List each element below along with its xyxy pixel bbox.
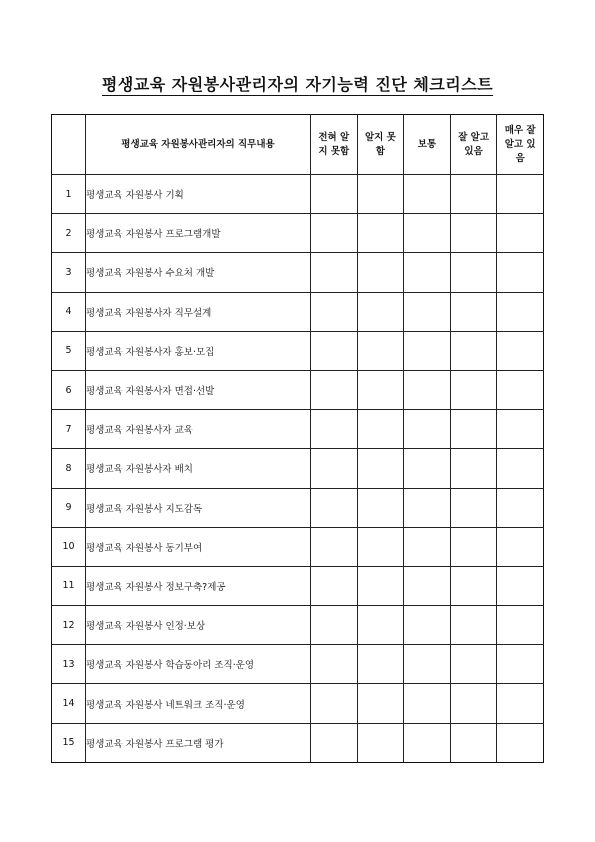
rating-cell-level-1[interactable] <box>311 370 358 409</box>
duty-item: 평생교육 자원봉사 네트워크 조직·운영 <box>86 684 311 723</box>
rating-cell-level-2[interactable] <box>357 214 404 253</box>
header-level-3: 보통 <box>404 115 451 175</box>
rating-cell-level-4[interactable] <box>450 684 497 723</box>
row-number: 2 <box>52 214 86 253</box>
rating-cell-level-1[interactable] <box>311 606 358 645</box>
rating-cell-level-1[interactable] <box>311 214 358 253</box>
rating-cell-level-1[interactable] <box>311 566 358 605</box>
duty-item: 평생교육 자원봉사자 홍보·모집 <box>86 331 311 370</box>
rating-cell-level-3[interactable] <box>404 566 451 605</box>
rating-cell-level-4[interactable] <box>450 449 497 488</box>
rating-cell-level-1[interactable] <box>311 488 358 527</box>
row-number: 12 <box>52 606 86 645</box>
rating-cell-level-5[interactable] <box>497 606 544 645</box>
row-number: 14 <box>52 684 86 723</box>
rating-cell-level-4[interactable] <box>450 214 497 253</box>
rating-cell-level-2[interactable] <box>357 253 404 292</box>
rating-cell-level-3[interactable] <box>404 488 451 527</box>
header-level-5: 매우 잘 알고 있음 <box>497 115 544 175</box>
duty-item: 평생교육 자원봉사 기획 <box>86 175 311 214</box>
rating-cell-level-5[interactable] <box>497 410 544 449</box>
table-row <box>52 527 544 566</box>
rating-cell-level-3[interactable] <box>404 527 451 566</box>
rating-cell-level-2[interactable] <box>357 175 404 214</box>
rating-cell-level-3[interactable] <box>404 684 451 723</box>
rating-cell-level-1[interactable] <box>311 410 358 449</box>
duty-item: 평생교육 자원봉사자 직무설계 <box>86 292 311 331</box>
rating-cell-level-3[interactable] <box>404 410 451 449</box>
header-row <box>52 115 544 175</box>
row-number: 6 <box>52 370 86 409</box>
table-row <box>52 488 544 527</box>
rating-cell-level-2[interactable] <box>357 606 404 645</box>
rating-cell-level-3[interactable] <box>404 331 451 370</box>
rating-cell-level-4[interactable] <box>450 370 497 409</box>
rating-cell-level-1[interactable] <box>311 527 358 566</box>
duty-item: 평생교육 자원봉사자 배치 <box>86 449 311 488</box>
rating-cell-level-1[interactable] <box>311 253 358 292</box>
rating-cell-level-2[interactable] <box>357 527 404 566</box>
rating-cell-level-3[interactable] <box>404 253 451 292</box>
rating-cell-level-3[interactable] <box>404 723 451 762</box>
rating-cell-level-4[interactable] <box>450 606 497 645</box>
table-row <box>52 214 544 253</box>
row-number: 9 <box>52 488 86 527</box>
table-row <box>52 645 544 684</box>
rating-cell-level-1[interactable] <box>311 292 358 331</box>
row-number: 15 <box>52 723 86 762</box>
rating-cell-level-4[interactable] <box>450 566 497 605</box>
rating-cell-level-3[interactable] <box>404 606 451 645</box>
rating-cell-level-4[interactable] <box>450 723 497 762</box>
duty-item: 평생교육 자원봉사 학습동아리 조직·운영 <box>86 645 311 684</box>
rating-cell-level-1[interactable] <box>311 645 358 684</box>
duty-item: 평생교육 자원봉사 동기부여 <box>86 527 311 566</box>
rating-cell-level-5[interactable] <box>497 292 544 331</box>
duty-item: 평생교육 자원봉사자 교육 <box>86 410 311 449</box>
rating-cell-level-3[interactable] <box>404 214 451 253</box>
header-level-1: 전혀 알지 못함 <box>311 115 358 175</box>
table-row <box>52 410 544 449</box>
rating-cell-level-5[interactable] <box>497 253 544 292</box>
table-row <box>52 566 544 605</box>
document-title <box>0 72 595 95</box>
table-row <box>52 331 544 370</box>
duty-item: 평생교육 자원봉사 지도감독 <box>86 488 311 527</box>
rating-cell-level-2[interactable] <box>357 370 404 409</box>
row-number: 3 <box>52 253 86 292</box>
rating-cell-level-1[interactable] <box>311 449 358 488</box>
rating-cell-level-5[interactable] <box>497 370 544 409</box>
rating-cell-level-2[interactable] <box>357 488 404 527</box>
rating-cell-level-2[interactable] <box>357 684 404 723</box>
header-duty: 평생교육 자원봉사관리자의 직무내용 <box>86 115 311 175</box>
rating-cell-level-2[interactable] <box>357 410 404 449</box>
rating-cell-level-1[interactable] <box>311 723 358 762</box>
row-number: 8 <box>52 449 86 488</box>
rating-cell-level-2[interactable] <box>357 723 404 762</box>
rating-cell-level-5[interactable] <box>497 214 544 253</box>
rating-cell-level-3[interactable] <box>404 449 451 488</box>
document-title-text: 평생교육 자원봉사관리자의 자기능력 진단 체크리스트 <box>101 75 494 94</box>
row-number: 5 <box>52 331 86 370</box>
duty-item: 평생교육 자원봉사 정보구축?제공 <box>86 566 311 605</box>
rating-cell-level-1[interactable] <box>311 175 358 214</box>
rating-cell-level-3[interactable] <box>404 645 451 684</box>
rating-cell-level-1[interactable] <box>311 331 358 370</box>
rating-cell-level-2[interactable] <box>357 331 404 370</box>
rating-cell-level-3[interactable] <box>404 175 451 214</box>
rating-cell-level-2[interactable] <box>357 566 404 605</box>
duty-item: 평생교육 자원봉사 프로그램개발 <box>86 214 311 253</box>
row-number: 10 <box>52 527 86 566</box>
row-number: 11 <box>52 566 86 605</box>
rating-cell-level-2[interactable] <box>357 292 404 331</box>
rating-cell-level-5[interactable] <box>497 175 544 214</box>
table-row <box>52 723 544 762</box>
table-row <box>52 253 544 292</box>
duty-item: 평생교육 자원봉사 인정·보상 <box>86 606 311 645</box>
table-row <box>52 292 544 331</box>
table-row <box>52 175 544 214</box>
table-row <box>52 449 544 488</box>
row-number: 4 <box>52 292 86 331</box>
rating-cell-level-4[interactable] <box>450 488 497 527</box>
row-number: 7 <box>52 410 86 449</box>
rating-cell-level-4[interactable] <box>450 253 497 292</box>
header-level-4: 잘 알고 있음 <box>450 115 497 175</box>
rating-cell-level-3[interactable] <box>404 370 451 409</box>
header-level-2: 알지 못함 <box>357 115 404 175</box>
rating-cell-level-5[interactable] <box>497 723 544 762</box>
rating-cell-level-5[interactable] <box>497 684 544 723</box>
rating-cell-level-4[interactable] <box>450 645 497 684</box>
rating-cell-level-5[interactable] <box>497 449 544 488</box>
row-number: 1 <box>52 175 86 214</box>
duty-item: 평생교육 자원봉사 수요처 개발 <box>86 253 311 292</box>
table-row <box>52 684 544 723</box>
table-row <box>52 370 544 409</box>
rating-cell-level-4[interactable] <box>450 527 497 566</box>
table-row <box>52 606 544 645</box>
rating-cell-level-1[interactable] <box>311 684 358 723</box>
row-number: 13 <box>52 645 86 684</box>
rating-cell-level-2[interactable] <box>357 645 404 684</box>
rating-cell-level-5[interactable] <box>497 488 544 527</box>
rating-cell-level-5[interactable] <box>497 566 544 605</box>
rating-cell-level-5[interactable] <box>497 331 544 370</box>
duty-item: 평생교육 자원봉사자 면접·선발 <box>86 370 311 409</box>
header-number <box>52 115 86 175</box>
checklist-body <box>52 115 544 763</box>
rating-cell-level-2[interactable] <box>357 449 404 488</box>
rating-cell-level-3[interactable] <box>404 292 451 331</box>
self-assessment-checklist-table <box>51 114 544 763</box>
rating-cell-level-4[interactable] <box>450 175 497 214</box>
rating-cell-level-5[interactable] <box>497 645 544 684</box>
rating-cell-level-4[interactable] <box>450 331 497 370</box>
rating-cell-level-4[interactable] <box>450 410 497 449</box>
rating-cell-level-4[interactable] <box>450 292 497 331</box>
rating-cell-level-5[interactable] <box>497 527 544 566</box>
duty-item: 평생교육 자원봉사 프로그램 평가 <box>86 723 311 762</box>
